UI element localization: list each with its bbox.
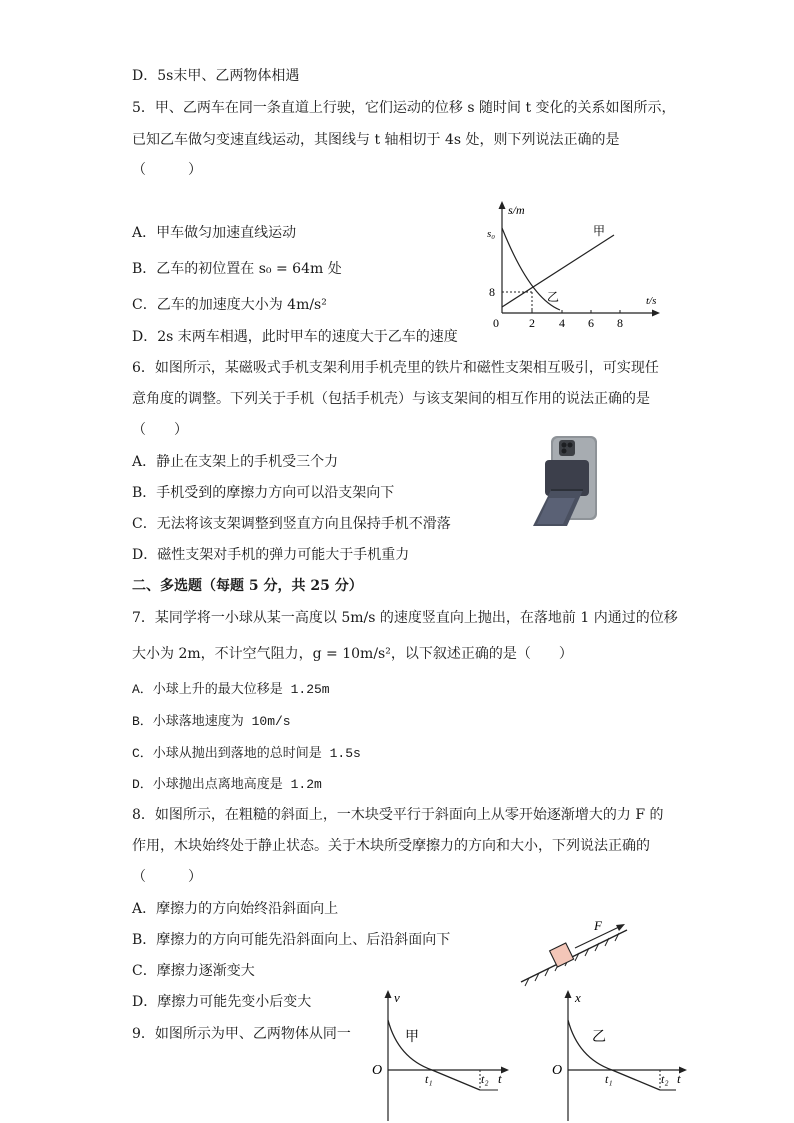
q9-vt-graph [368,986,513,1123]
q7-stem-line2: 大小为 2m，不计空气阻力，g = 10m/s²，以下叙述正确的是（ ） [132,646,573,662]
q9-vt-x-label: t [498,1071,502,1086]
q5-x-tick-4: 4 [559,316,565,330]
q5-s0-label: s₀ [487,228,496,240]
force-label: F [594,918,602,933]
q5-label-jia: 甲 [593,224,606,238]
q6-stem-line1: 6．如图所示，某磁吸式手机支架利用手机壳里的铁片和磁性支架相互吸引，可实现任 [132,360,659,376]
q8-option-a: A．摩擦力的方向始终沿斜面向上 [132,901,339,917]
q9-v-axis-label: v [394,990,400,1005]
q5-option-b: B．乙车的初位置在 s₀ = 64m 处 [132,261,342,277]
q9-xt-curve-label: 乙 [592,1030,606,1045]
q7-option-d: D．小球抛出点离地高度是 1.2m [132,777,322,792]
q7-option-a: A．小球上升的最大位移是 1.25m [132,682,330,697]
q5-answer-paren: （ ） [132,162,202,178]
q9-vt-curve [388,1020,432,1070]
q5-option-a: A．甲车做匀加速直线运动 [132,225,297,241]
q7-option-b: B．小球落地速度为 10m/s [132,714,291,729]
q5-option-d: D．2s 末两车相遇，此时甲车的速度大于乙车的速度 [132,329,458,345]
q8-stem-line2: 作用，木块始终处于静止状态。关于木块所受摩擦力的方向和大小，下列说法正确的 [132,838,650,854]
q9-vt-curve-label: 甲 [405,1030,419,1045]
q8-option-b: B．摩擦力的方向可能先沿斜面向上、后沿斜面向下 [132,932,451,948]
q4-option-d: D．5s末甲、乙两物体相遇 [132,68,300,84]
q9-vt-origin: O [372,1063,383,1078]
q5-option-c: C．乙车的加速度大小为 4m/s² [132,297,327,313]
q5-origin-label: 0 [493,316,499,330]
q5-x-axis-label: t/s [646,295,657,307]
q5-stem-line2: 已知乙车做匀变速直线运动，其图线与 t 轴相切于 4s 处，则下列说法正确的是 [132,132,620,148]
q9-xt-t2: t₂ [661,1072,669,1086]
q9-x-axis-label: x [575,990,581,1005]
q9-xt-t1: t₁ [605,1072,613,1086]
q7-option-c: C．小球从抛出到落地的总时间是 1.5s [132,746,361,761]
q5-stem-line1: 5．甲、乙两车在同一条直道上行驶，它们运动的位移 s 随时间 t 变化的关系如图所示， [132,100,676,116]
q9-xt-graph [546,986,691,1123]
q5-y-tick-8: 8 [489,285,495,299]
q5-x-tick-2: 2 [529,316,535,330]
q5-st-graph [480,198,665,333]
q6-option-a: A．静止在支架上的手机受三个力 [132,454,339,470]
q5-x-tick-6: 6 [588,316,594,330]
q8-option-c: C．摩擦力逐渐变大 [132,963,255,979]
wooden-block [550,943,574,967]
section2-heading: 二、多选题（每题 5 分，共 25 分） [132,578,363,594]
q7-stem-line1: 7．某同学将一小球从某一高度以 5m/s 的速度竖直向上抛出，在落地前 1 内通过的位移 [132,610,678,626]
q8-option-d: D．摩擦力可能先变小后变大 [132,994,312,1010]
q6-option-b: B．手机受到的摩擦力方向可以沿支架向下 [132,485,395,501]
q9-xt-x-label: t [677,1071,681,1086]
q6-stem-line2: 意角度的调整。下列关于手机（包括手机壳）与该支架间的相互作用的说法正确的是 [132,391,650,407]
q9-xt-origin: O [552,1063,563,1078]
q9-vt-t1: t₁ [425,1072,433,1086]
q5-y-axis-label: s/m [508,203,525,217]
q6-option-d: D．磁性支架对手机的弹力可能大于手机重力 [132,547,410,563]
q6-answer-paren: （ ） [132,422,188,438]
q6-option-c: C．无法将该支架调整到竖直方向且保持手机不滑落 [132,516,451,532]
q9-xt-curve [568,1020,612,1070]
incline-diagram [515,912,640,988]
q5-x-tick-8: 8 [617,316,623,330]
phone-stand-photo [527,434,599,530]
q9-stem-line1: 9．如图所示为甲、乙两物体从同一 [132,1026,351,1042]
q8-stem-line1: 8．如图所示，在粗糙的斜面上，一木块受平行于斜面向上从零开始逐渐增大的力 F 的 [132,807,664,823]
q9-vt-t2: t₂ [481,1072,489,1086]
q8-answer-paren: （ ） [132,869,202,885]
q5-label-yi: 乙 [547,290,560,304]
